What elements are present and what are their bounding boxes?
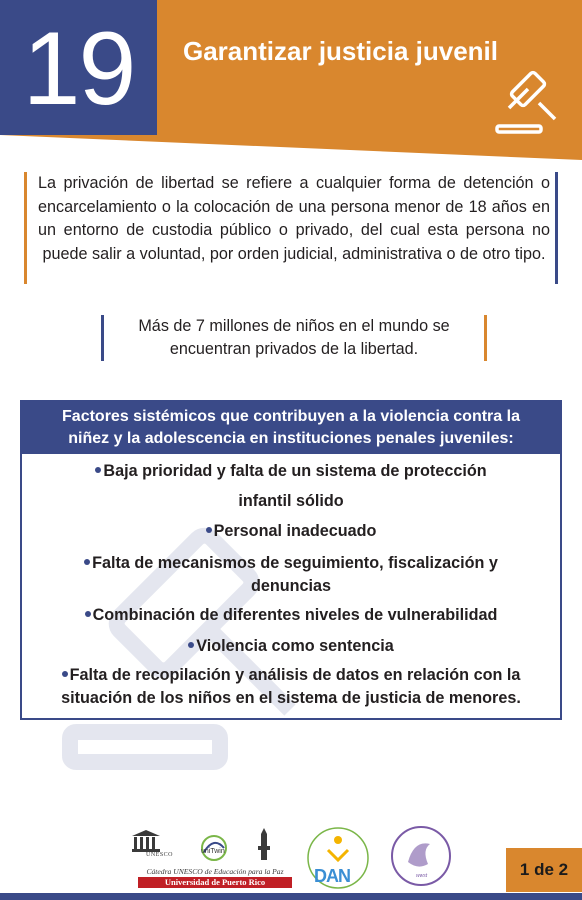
stat-text: [109, 315, 479, 361]
stat-line-1: Más de 7 millones de niños en el mundo se: [138, 317, 450, 335]
list-item: Falta de recopilación y análisis de datos en relación con la situación de los niños en el sistema de justicia de menores.: [61, 666, 521, 707]
footer-line: [0, 893, 582, 900]
unitwin-wordmark: uniTwin: [201, 848, 225, 855]
list-item: Falta de mecanismos de seguimiento, fiscalización y denuncias: [26, 552, 556, 598]
intro-block: [24, 172, 558, 286]
bullet-icon: [206, 527, 212, 533]
list-item: Combinación de diferentes niveles de vulnerabilidad: [26, 600, 556, 630]
list-item: Baja prioridad y falta de un sistema de protección infantil sólido: [26, 456, 556, 516]
unesco-wordmark: UNESCO: [146, 852, 174, 858]
number-box: [0, 0, 157, 135]
factors-title-line-1: Factores sistémicos que contribuyen a la violencia contra la: [62, 408, 520, 425]
list-item: Personal inadecuado: [26, 516, 556, 546]
accent-bar-left: [101, 315, 104, 361]
page-indicator: 1 de 2: [506, 848, 582, 892]
gavel-icon: [495, 68, 561, 134]
accent-bar-right: [555, 172, 558, 284]
factors-box: [20, 400, 562, 720]
upr-tower-icon: [258, 828, 270, 860]
unesco-logo-icon: [132, 830, 160, 852]
accent-bar-left: [24, 172, 27, 284]
page-title: Garantizar justicia juvenil: [183, 36, 498, 66]
intro-text: La privación de libertad se refiere a cualquier forma de detención o encarcelamiento o la colocación de una persona menor de 18 años en un entorno de custodia público o privado, del cual esta persona no puede salir a voluntad, por orden judicial, administrativa o de otro tipo.: [38, 174, 550, 263]
factors-title-line-2: niñez y la adolescencia en instituciones penales juveniles:: [68, 430, 514, 447]
dan-wordmark: DAN: [314, 866, 350, 886]
bullet-icon: [188, 642, 194, 648]
bullet-icon: [85, 611, 91, 617]
accent-bar-right: [484, 315, 487, 361]
list-item: Violencia como sentencia: [26, 630, 556, 662]
catedra-caption: Cátedra UNESCO de Educación para la Paz: [146, 867, 284, 876]
section-number: 19: [22, 11, 135, 127]
university-band: Universidad de Puerto Rico: [138, 877, 292, 888]
bullet-icon: [62, 671, 68, 677]
wwst-wordmark: wwst: [416, 873, 428, 879]
factors-list: [26, 456, 556, 710]
stat-line-2: encuentran privados de la libertad.: [169, 340, 419, 358]
stat-block: [101, 315, 487, 361]
bullet-icon: [95, 467, 101, 473]
factors-title: [22, 402, 560, 454]
bullet-icon: [84, 559, 90, 565]
